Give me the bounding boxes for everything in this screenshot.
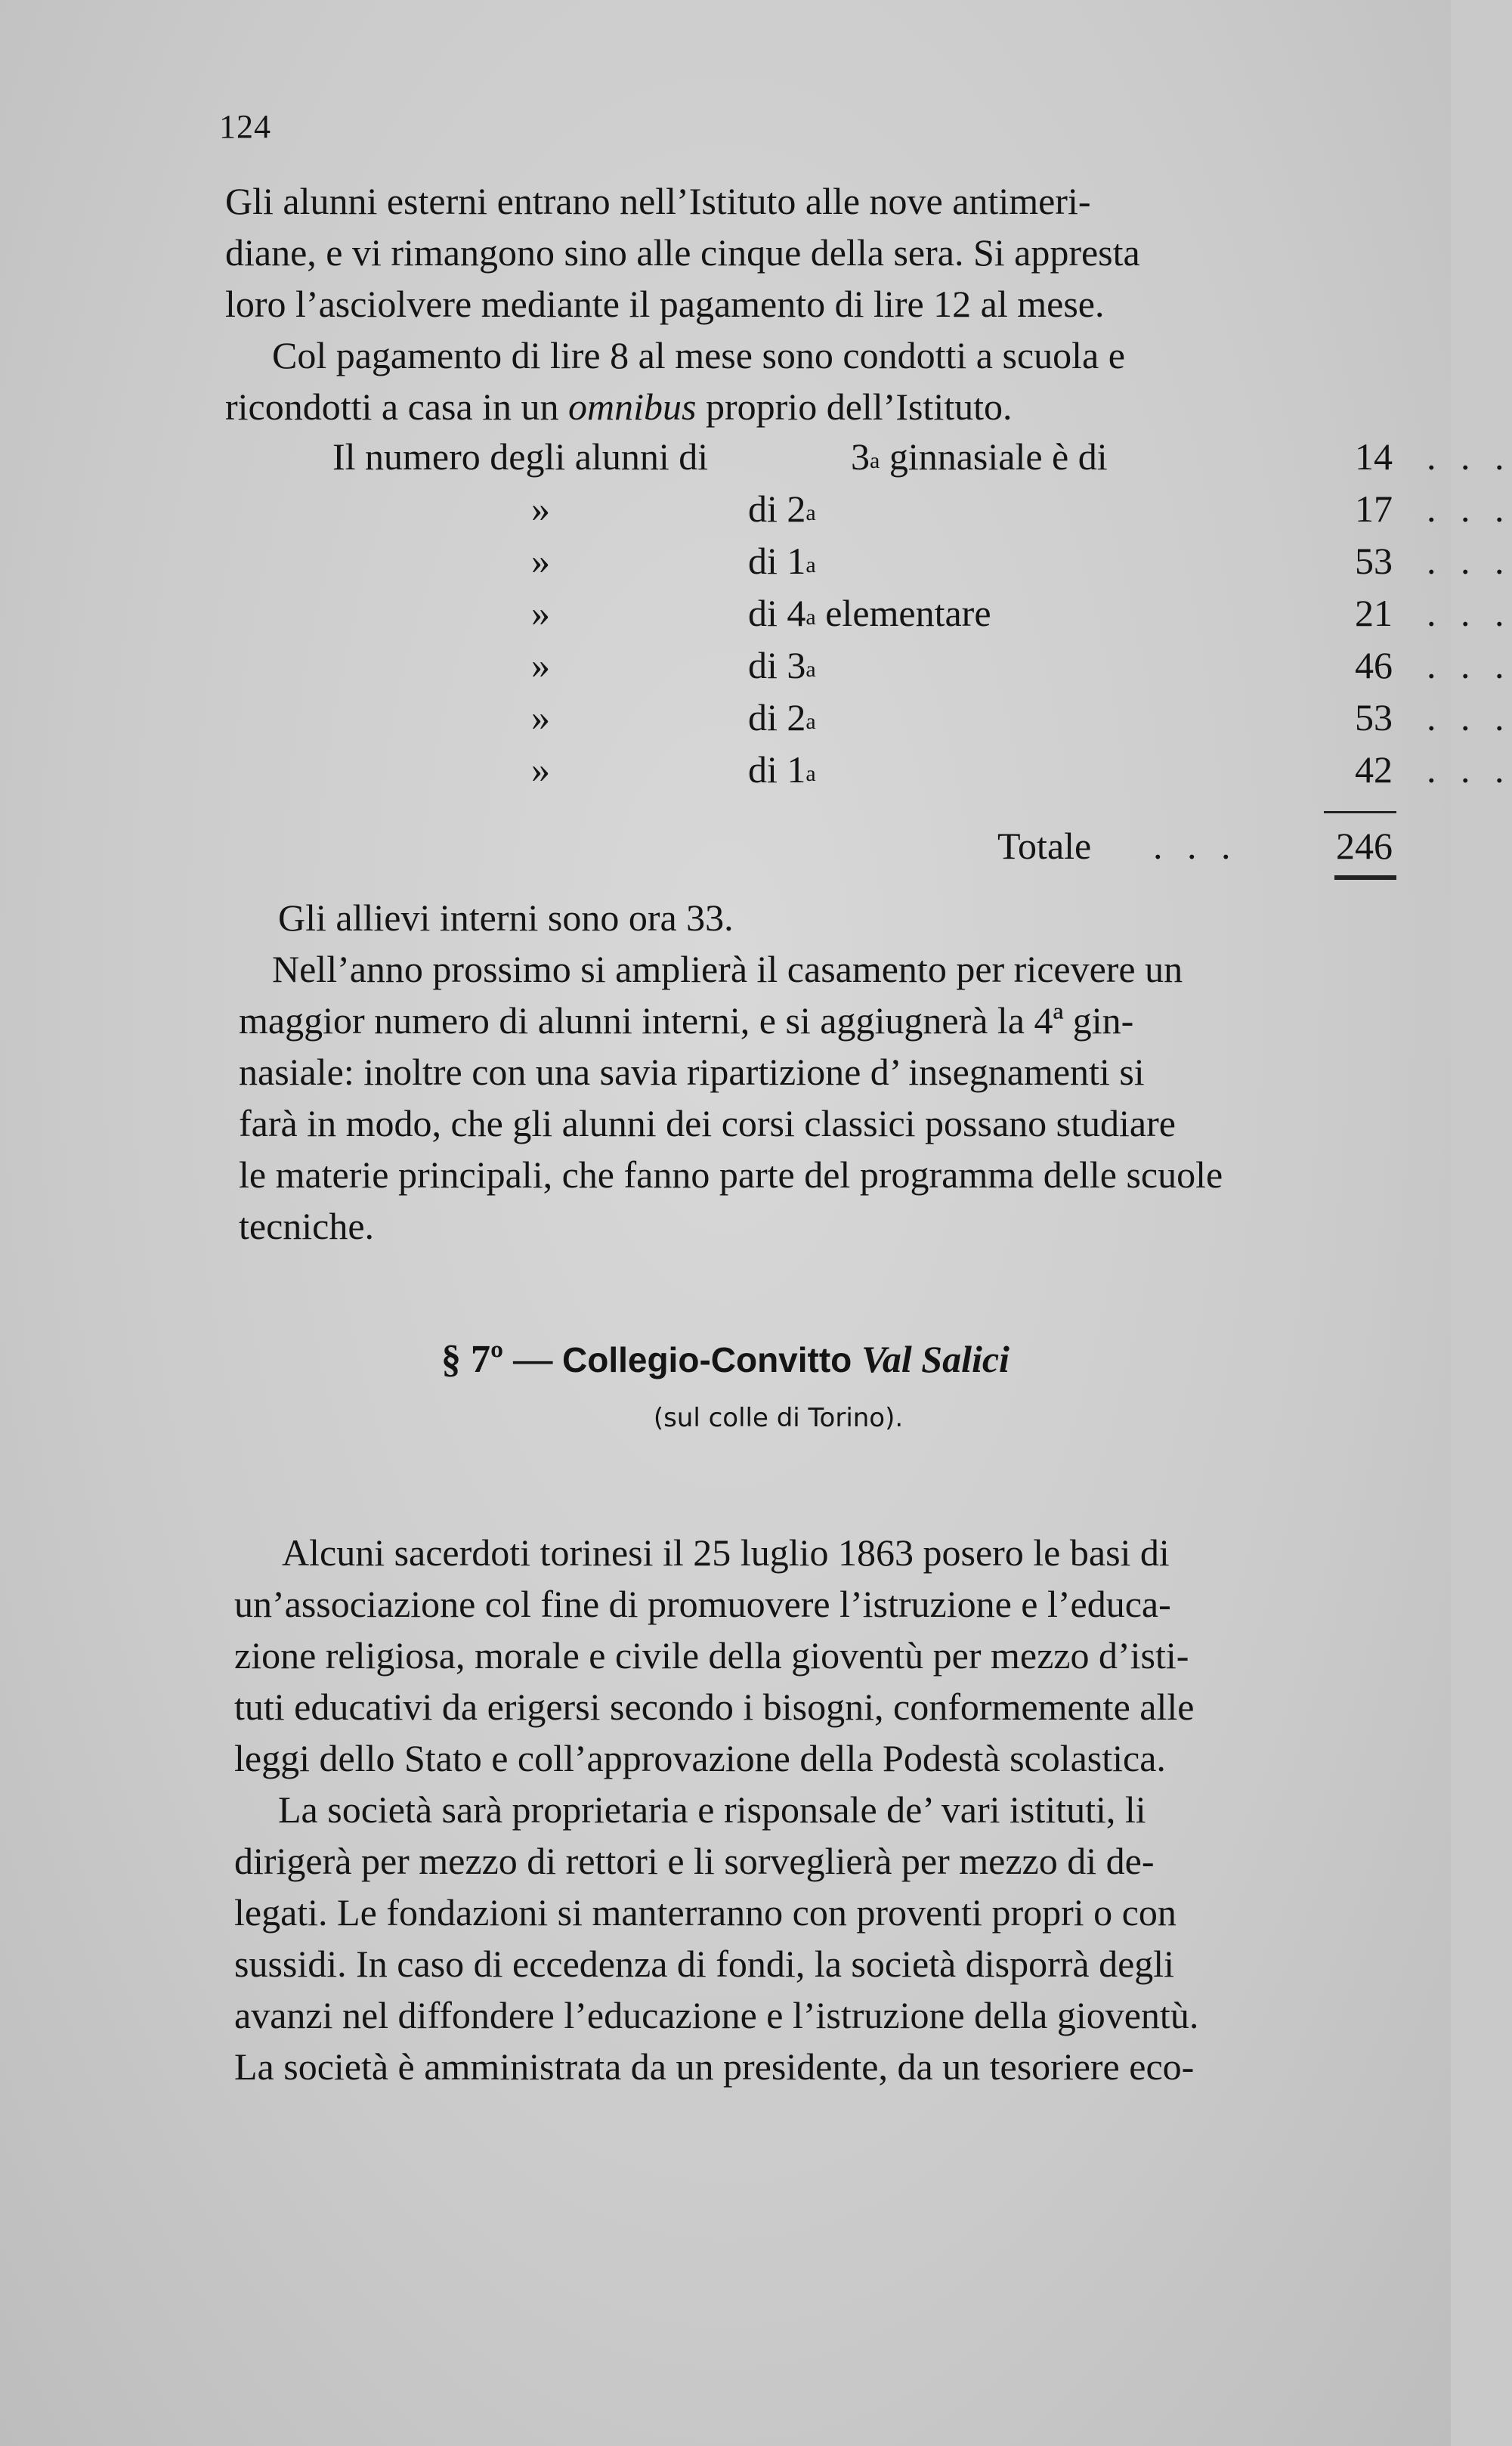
ditto-mark: » xyxy=(531,592,550,634)
text-line: Col pagamento di lire 8 al mese sono condotti a scuola e xyxy=(272,334,1125,376)
final-paragraphs xyxy=(225,1527,1393,2092)
stat-class: di 1$^a$ xyxy=(748,748,816,791)
total-label: Totale xyxy=(997,825,1092,867)
stat-class: di 2$^a$ xyxy=(748,488,816,530)
text-line: La società sarà proprietaria e risponsale de’ vari istituti, li xyxy=(278,1788,1146,1831)
stat-lead: Il numero degli alunni di xyxy=(332,435,709,478)
text-line: sussidi. In caso di eccedenza di fondi, la società disporrà degli xyxy=(234,1943,1175,1985)
text-line: Gli alunni esterni entrano nell’Istituto alle nove antimeri- xyxy=(225,180,1091,222)
stat-row xyxy=(225,431,1512,483)
text-line: dirigerà per mezzo di rettori e li sorveglierà per mezzo di de- xyxy=(234,1840,1155,1882)
text-line: tuti educativi da erigersi secondo i bisogni, conformemente alle xyxy=(234,1686,1195,1728)
leader-dots: . . . xyxy=(1427,644,1512,686)
text-line: un’associazione col fine di promuovere l’istruzione e l’educa- xyxy=(234,1583,1171,1625)
omnibus-line xyxy=(225,381,1393,432)
leader-dots: . . . xyxy=(1427,488,1512,530)
stat-row xyxy=(225,483,1512,535)
stat-class: di 1$^a$ xyxy=(748,540,816,582)
leader-dots: . . . xyxy=(1427,540,1512,582)
page-number: 124 xyxy=(219,108,271,145)
stat-class: 3$^a$ ginnasiale è di xyxy=(851,435,1108,478)
stat-row xyxy=(225,744,1512,796)
text-line: leggi dello Stato e coll’approvazione della Podestà scolastica. xyxy=(234,1737,1166,1779)
leader-dots: . . . xyxy=(1427,696,1512,738)
stat-value: 53 xyxy=(1355,540,1393,582)
stat-row xyxy=(225,587,1512,639)
text-line: loro l’asciolvere mediante il pagamento di lire 12 al mese. xyxy=(225,283,1105,325)
text-line: le materie principali, che fanno parte del programma delle scuole xyxy=(239,1153,1223,1196)
leader-dots: . . . xyxy=(1427,435,1512,478)
stat-value: 21 xyxy=(1355,592,1393,634)
text-line: Nell’anno prossimo si amplierà il casamento per ricevere un xyxy=(272,948,1183,990)
total-underline xyxy=(1334,875,1396,880)
text-line: farà in modo, che gli alunni dei corsi classici possano studiare xyxy=(239,1102,1176,1144)
total-row xyxy=(225,819,1393,872)
text-line: nasiale: inoltre con una savia ripartizione d’ insegnamenti si xyxy=(239,1051,1145,1093)
middle-paragraphs xyxy=(225,892,1393,1252)
stat-value: 53 xyxy=(1355,696,1393,738)
student-count-table xyxy=(225,431,1512,796)
section-subheading: (sul colle di Torino). xyxy=(653,1403,904,1433)
stat-class: di 2$^a$ xyxy=(748,696,816,738)
text-line: legati. Le fondazioni si manterranno con proventi propri o con xyxy=(234,1891,1177,1934)
text-line: zione religiosa, morale e civile della gioventù per mezzo d’isti- xyxy=(234,1634,1189,1677)
stat-row xyxy=(225,639,1512,692)
leader-dots: . . . xyxy=(1153,825,1238,867)
ditto-mark: » xyxy=(531,488,550,530)
section-heading xyxy=(0,1333,1451,1386)
italic-word: omnibus xyxy=(568,385,697,428)
text-line: Alcuni sacerdoti torinesi il 25 luglio 1863 posero le basi di xyxy=(282,1531,1170,1574)
total-value: 246 xyxy=(1336,825,1393,867)
text-fragment: ricondotti a casa in un xyxy=(225,385,559,428)
sum-rule xyxy=(1324,811,1396,813)
leader-dots: . . . xyxy=(1427,748,1512,791)
stat-row xyxy=(225,535,1512,587)
text-line: maggior numero di alunni interni, e si aggiugnerà la 4ª gin- xyxy=(239,999,1134,1042)
text-line: diane, e vi rimangono sino alle cinque della sera. Si appresta xyxy=(225,231,1140,274)
text-line: La società è amministrata da un presidente, da un tesoriere eco- xyxy=(234,2045,1195,2088)
ditto-mark: » xyxy=(531,540,550,582)
ditto-mark: » xyxy=(531,696,550,738)
stat-class: di 4$^a$ elementare xyxy=(748,592,991,634)
stat-row xyxy=(225,692,1512,744)
intro-paragraph xyxy=(225,175,1393,432)
ditto-mark: » xyxy=(531,644,550,686)
text-line: Gli allievi interni sono ora 33. xyxy=(278,896,734,939)
stat-value: 17 xyxy=(1355,488,1393,530)
ditto-mark: » xyxy=(531,748,550,791)
section-title: Collegio-Convitto xyxy=(552,1340,862,1379)
stat-value: 14 xyxy=(1355,435,1393,478)
text-fragment: proprio dell’Istituto. xyxy=(706,385,1013,428)
leader-dots: . . . xyxy=(1427,592,1512,634)
section-title-italic: Val Salici xyxy=(861,1338,1010,1380)
stat-value: 42 xyxy=(1355,748,1393,791)
text-line: tecniche. xyxy=(239,1205,375,1247)
section-number: § 7º — xyxy=(441,1338,553,1381)
stat-value: 46 xyxy=(1355,644,1393,686)
text-line: avanzi nel diffondere l’educazione e l’istruzione della gioventù. xyxy=(234,1994,1199,2036)
stat-class: di 3$^a$ xyxy=(748,644,816,686)
